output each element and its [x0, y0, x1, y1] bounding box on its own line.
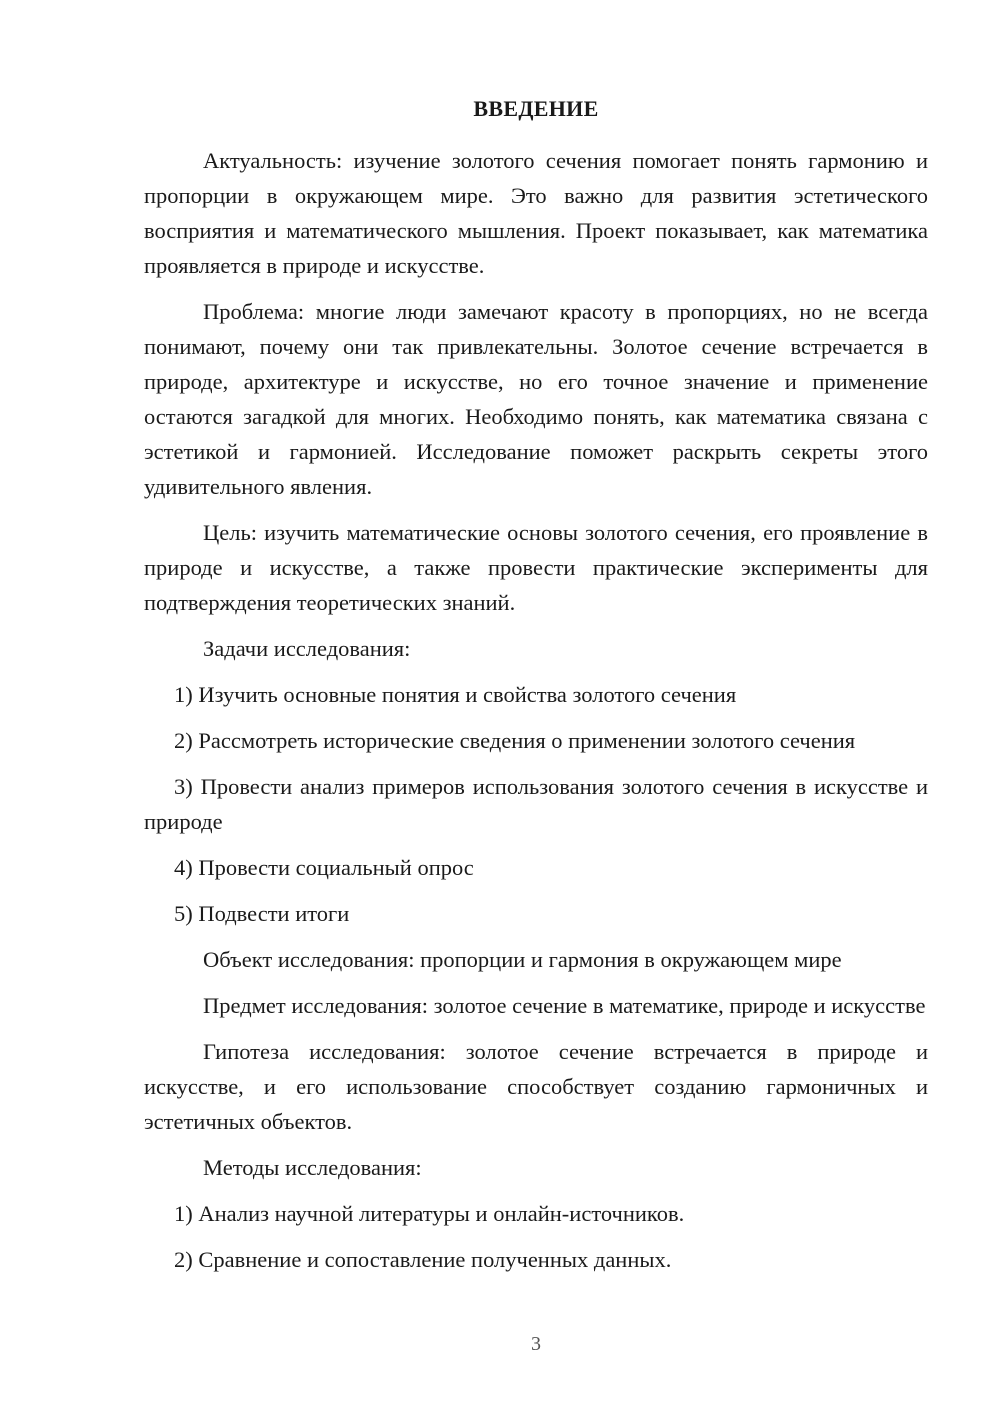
task-item: 2) Рассмотреть исторические сведения о применении золотого сечения: [174, 728, 856, 753]
page-number: 3: [531, 1333, 541, 1355]
task-item: 4) Провести социальный опрос: [174, 855, 474, 880]
subject-paragraph: Предмет исследования: золотое сечение в математике, природе и искусстве: [203, 993, 926, 1018]
hypothesis-paragraph: Гипотеза исследования: золотое сечение встречается в природе и искусстве, и его использование способствует созданию гармоничных и эстетичных объектов.: [144, 1039, 928, 1134]
task-item: 3) Провести анализ примеров использования золотого сечения в искусстве и природе: [144, 774, 928, 834]
relevance-paragraph: Актуальность: изучение золотого сечения помогает понять гармонию и пропорции в окружающем мире. Это важно для развития эстетического восприятия и математического мышления. Проект показывает, как математика проявляется в природе и искусстве.: [144, 148, 928, 278]
problem-paragraph: Проблема: многие люди замечают красоту в пропорциях, но не всегда понимают, почему они так привлекательны. Золотое сечение встречается в природе, архитектуре и искусстве, но его точное значение и применение остаются загадкой для многих. Необходимо понять, как математика связана с эстетикой и гармонией. Исследование поможет раскрыть секреты этого удивительного явления.: [144, 299, 928, 499]
method-item: 1) Анализ научной литературы и онлайн-источников.: [174, 1201, 685, 1226]
method-item: 2) Сравнение и сопоставление полученных данных.: [174, 1247, 672, 1272]
methods-heading: Методы исследования:: [203, 1155, 422, 1180]
object-paragraph: Объект исследования: пропорции и гармония в окружающем мире: [203, 947, 842, 972]
goal-paragraph: Цель: изучить математические основы золотого сечения, его проявление в природе и искусстве, а также провести практические эксперименты для подтверждения теоретических знаний.: [144, 520, 928, 615]
task-item: 1) Изучить основные понятия и свойства золотого сечения: [174, 682, 737, 707]
page-title: ВВЕДЕНИЕ: [473, 96, 599, 121]
tasks-heading: Задачи исследования:: [203, 636, 411, 661]
task-item: 5) Подвести итоги: [174, 901, 350, 926]
document-body: [144, 143, 928, 1288]
